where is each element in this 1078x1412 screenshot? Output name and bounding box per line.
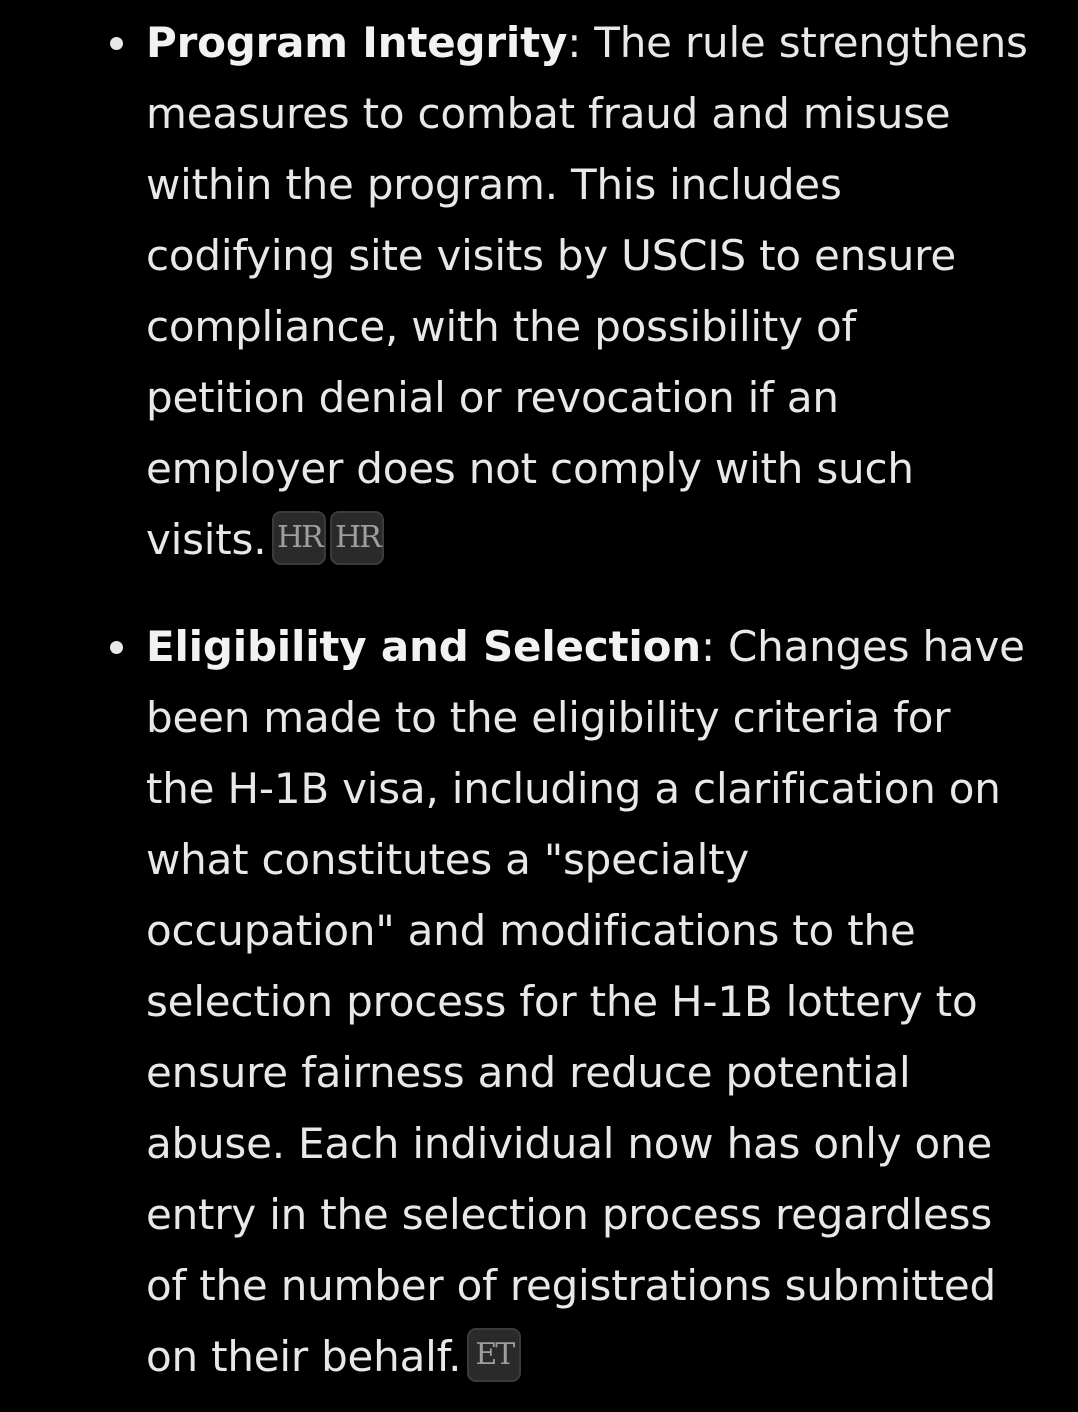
text-line xyxy=(146,611,1046,682)
text-line: measures to combat fraud and misuse xyxy=(146,89,951,138)
text-line: selection process for the H-1B lottery to xyxy=(146,977,978,1026)
term-separator: : xyxy=(567,18,582,67)
term-eligibility-selection: Eligibility and Selection xyxy=(146,622,701,671)
citation-hr-icon[interactable]: HR xyxy=(330,511,384,565)
text-line: occupation" and modifications to the xyxy=(146,906,916,955)
text-line: codifying site visits by USCIS to ensure xyxy=(146,231,956,280)
text-line xyxy=(146,504,1046,575)
text-line: petition denial or revocation if an xyxy=(146,373,839,422)
list-item-eligibility-selection xyxy=(146,611,1046,1392)
citation-et-icon[interactable]: ET xyxy=(467,1328,521,1382)
text-line: the H-1B visa, including a clarification on xyxy=(146,764,1001,813)
bullet-dot-icon xyxy=(110,641,123,654)
citation-hr-icon[interactable]: HR xyxy=(272,511,326,565)
text-line xyxy=(146,7,1046,78)
text-line: compliance, with the possibility of xyxy=(146,302,857,351)
line-text: on their behalf. xyxy=(146,1332,462,1381)
text-line xyxy=(146,1321,1046,1392)
text-line: of the number of registrations submitted xyxy=(146,1261,996,1310)
line-text: visits. xyxy=(146,515,267,564)
list-item-program-integrity xyxy=(146,7,1046,575)
term-program-integrity: Program Integrity xyxy=(146,18,568,67)
bullet-dot-icon xyxy=(110,37,123,50)
text-line: entry in the selection process regardless xyxy=(146,1190,993,1239)
text-line: within the program. This includes xyxy=(146,160,842,209)
line-text: Changes have xyxy=(714,622,1025,671)
text-line: what constitutes a "specialty xyxy=(146,835,750,884)
text-line: been made to the eligibility criteria for xyxy=(146,693,951,742)
line-text: The rule strengthens xyxy=(581,18,1028,67)
text-line: employer does not comply with such xyxy=(146,444,914,493)
term-separator: : xyxy=(700,622,715,671)
text-line: ensure fairness and reduce potential xyxy=(146,1048,911,1097)
text-line: abuse. Each individual now has only one xyxy=(146,1119,993,1168)
